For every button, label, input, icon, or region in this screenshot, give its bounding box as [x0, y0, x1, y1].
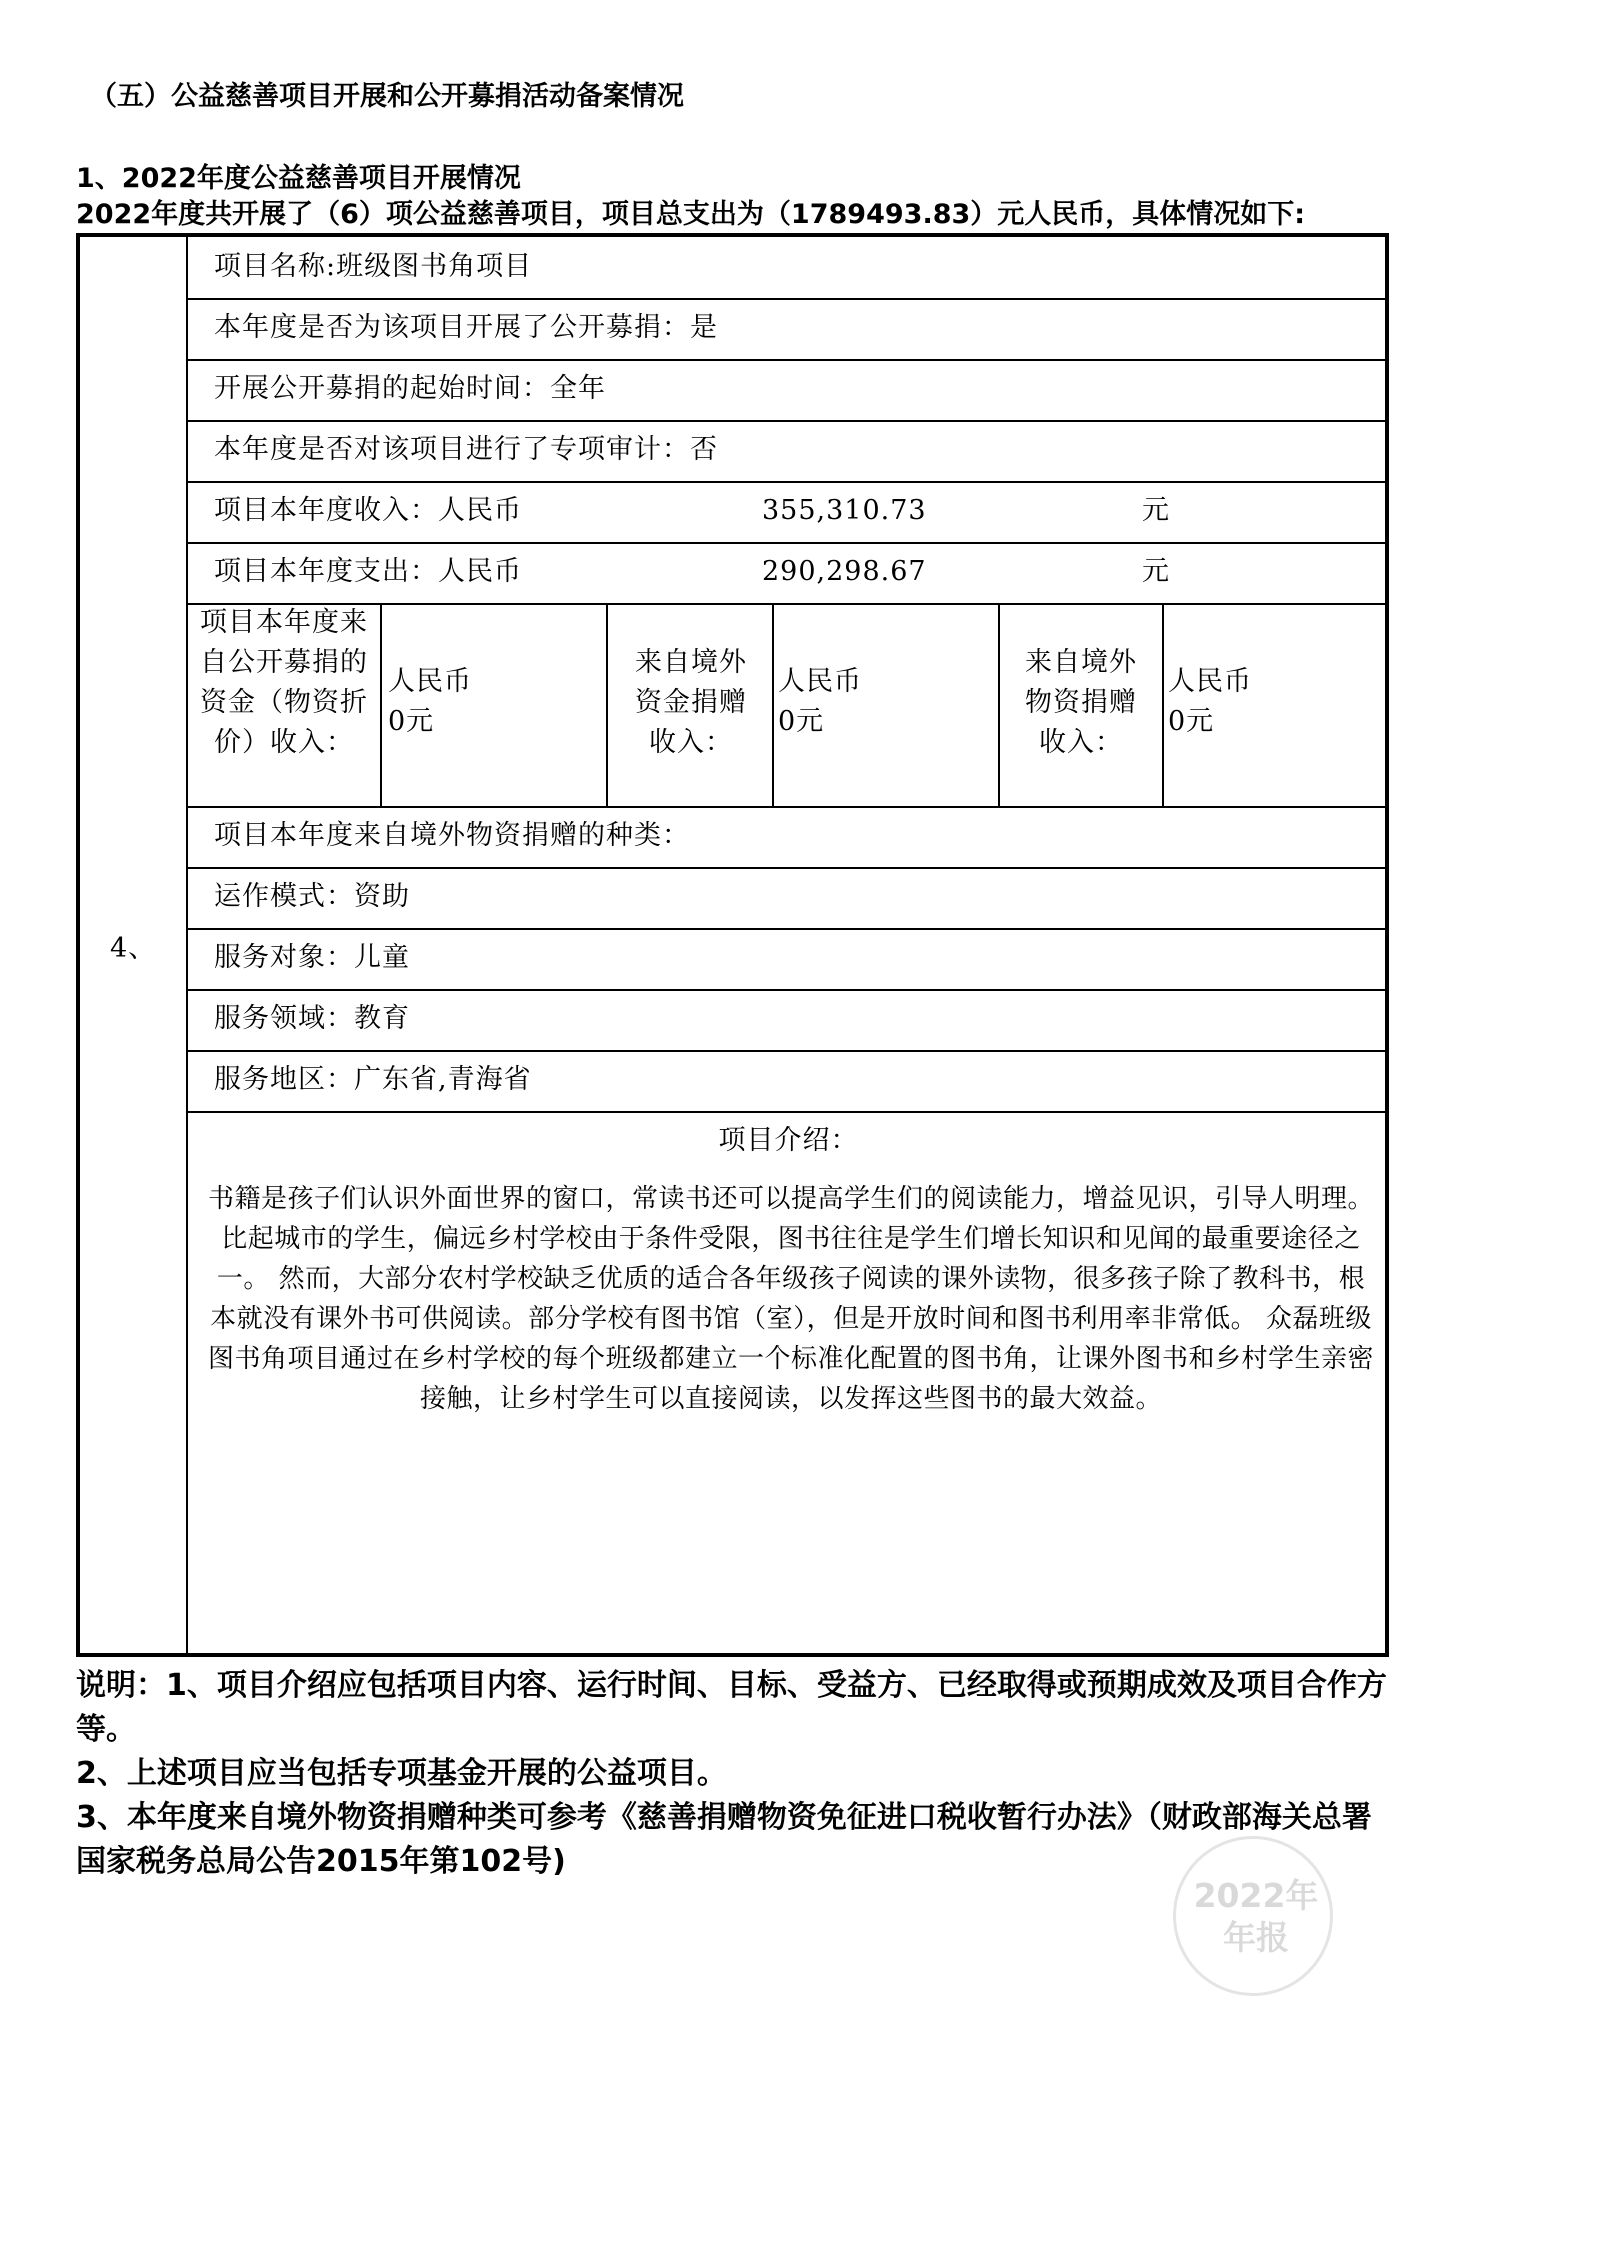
note-3: 3、本年度来自境外物资捐赠种类可参考《慈善捐赠物资免征进口税收暂行办法》（财政部海关总署 国家税务总局公告2015年第102号) [76, 1800, 1372, 1879]
stamp-label: 2022年 年报 [1193, 1876, 1319, 1957]
project-table [76, 233, 1389, 1657]
annual-report-stamp [1173, 1836, 1333, 1996]
expense-label: 项目本年度支出：人民币 [214, 556, 522, 587]
income-amount: 355,310.73 [762, 495, 927, 526]
expense-unit: 元 [1142, 556, 1170, 587]
public-funds-amount: 0元 [388, 706, 435, 737]
income-unit: 元 [1142, 495, 1170, 526]
section-title: （五）公益慈善项目开展和公开募捐活动备案情况 [90, 81, 684, 112]
overseas-funds-label: 来自境外资金捐赠收入： [635, 647, 747, 758]
service-field: 服务领域：教育 [214, 1003, 410, 1034]
service-region: 服务地区：广东省,青海省 [214, 1064, 532, 1095]
row-divider [188, 928, 1385, 930]
note-1: 说明：1、项目介绍应包括项目内容、运行时间、目标、受益方、已经取得或预期成效及项目合作方等。 [76, 1668, 1387, 1747]
row-divider [188, 298, 1385, 300]
fundraising-start: 开展公开募捐的起始时间：全年 [214, 373, 606, 404]
row-divider [188, 420, 1385, 422]
funds-divider [380, 603, 382, 806]
funds-divider [606, 603, 608, 806]
service-target: 服务对象：儿童 [214, 942, 410, 973]
row-divider [188, 359, 1385, 361]
row-index: 4、 [110, 933, 157, 964]
row-divider [188, 806, 1385, 808]
row-divider [188, 542, 1385, 544]
expense-amount: 290,298.67 [762, 556, 927, 587]
public-funds-label: 项目本年度来自公开募捐的资金（物资折价）收入： [200, 607, 368, 758]
overseas-funds-amount: 0元 [778, 706, 825, 737]
public-fundraising: 本年度是否为该项目开展了公开募捐：是 [214, 312, 718, 343]
note-2: 2、上述项目应当包括专项基金开展的公益项目。 [76, 1756, 727, 1791]
funds-divider [998, 603, 1000, 806]
row-divider [188, 1111, 1385, 1113]
row-divider [188, 1050, 1385, 1052]
overseas-goods-types: 项目本年度来自境外物资捐赠的种类： [214, 820, 690, 851]
special-audit: 本年度是否对该项目进行了专项审计：否 [214, 434, 718, 465]
subsection-title: 1、2022年度公益慈善项目开展情况 [76, 163, 521, 194]
funds-divider [772, 603, 774, 806]
row-divider [188, 989, 1385, 991]
operation-mode: 运作模式：资助 [214, 881, 410, 912]
notes [76, 1664, 1396, 1884]
public-funds-currency: 人民币 [388, 666, 472, 697]
row-divider [188, 481, 1385, 483]
intro-text: 书籍是孩子们认识外面世界的窗口，常读书还可以提高学生们的阅读能力，增益见识，引导人明理。比起城市的学生，偏远乡村学校由于条件受限，图书往往是学生们增长知识和见闻的最重要途径之一。 然而，大部分农村学校缺乏优质的适合各年级孩子阅读的课外读物，很多孩子除了教科书，根本就没有课外书可供阅读。部分学校有图书馆（室），但是开放时间和图书利用率非常低。 众磊班级图书角项目通过在乡村学校的每个班级都建立一个标准化配置的图书角，让课外图书和乡村学生亲密接触，让乡村学生可以直接阅读，以发挥这些图书的最大效益。 [208, 1184, 1375, 1414]
overseas-goods-label: 来自境外物资捐赠收入： [1025, 647, 1137, 758]
funds-divider [1162, 603, 1164, 806]
row-divider [188, 867, 1385, 869]
index-column-divider [186, 237, 188, 1657]
project-name: 项目名称:班级图书角项目 [214, 251, 533, 282]
overseas-goods-currency: 人民币 [1168, 666, 1252, 697]
income-label: 项目本年度收入：人民币 [214, 495, 522, 526]
overseas-funds-currency: 人民币 [778, 666, 862, 697]
summary-line: 2022年度共开展了（6）项公益慈善项目，项目总支出为（1789493.83）元人民币，具体情况如下: [76, 199, 1306, 230]
overseas-goods-amount: 0元 [1168, 706, 1215, 737]
intro-title: 项目介绍： [718, 1125, 859, 1156]
